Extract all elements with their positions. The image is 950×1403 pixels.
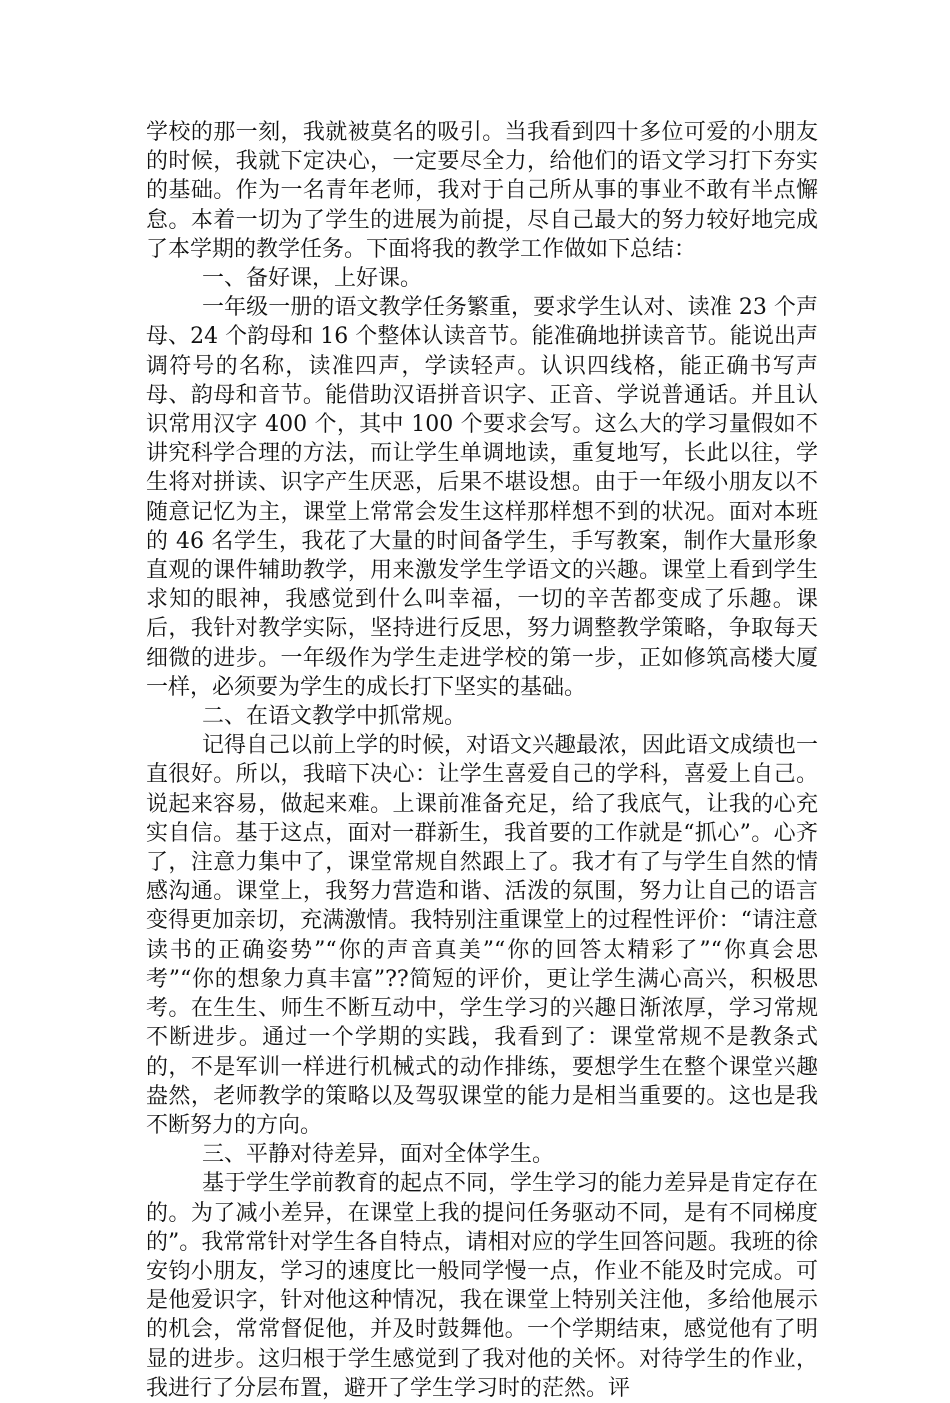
intro-paragraph: 学校的那一刻，我就被莫名的吸引。当我看到四十多位可爱的小朋友的时候，我就下定决心，一定要尽全力，给他们的语文学习打下夯实的基础。作为一名青年老师，我对于自己所从事的事业不敢有半点懈怠。本着一切为了学生的进展为前提，尽自己最大的努力较好地完成了本学期的教学任务。下面将我的教学工作做如下总结： — [146, 120, 818, 262]
section-body-2: 记得自己以前上学的时候，对语文兴趣最浓，因此语文成绩也一直很好。所以，我暗下决心：让学生喜爱自己的学科，喜爱上自己。说起来容易，做起来难。上课前准备充足，给了我底气，让我的心充实自信。基于这点，面对一群新生，我首要的工作就是“抓心”。心齐了，注意力集中了，课堂常规自然跟上了。我才有了与学生自然的情感沟通。课堂上，我努力营造和谐、活泼的氛围，努力让自己的语言变得更加亲切，充满激情。我特别注重课堂上的过程性评价：“请注意读书的正确姿势”“你的声音真美”“你的回答太精彩了”“你真会思考”“你的想象力真丰富”??简短的评价，更让学生满心高兴，积极思考。在生生、师生不断互动中，学生学习的兴趣日渐浓厚，学习常规不断进步。通过一个学期的实践，我看到了：课堂常规不是教条式的，不是军训一样进行机械式的动作排练，要想学生在整个课堂兴趣盎然，老师教学的策略以及驾驭课堂的能力是相当重要的。这也是我不断努力的方向。 — [146, 733, 819, 1138]
section-heading-1: 一、备好课，上好课。 — [202, 266, 423, 292]
section-body-1: 一年级一册的语文教学任务繁重，要求学生认对、读准 23 个声母、24 个韵母和 16 个整体认读音节。能准确地拼读音节。能说出声调符号的名称，读准四声，学读轻声。认识四线格，能正确书写声母、韵母和音节。能借助汉语拼音识字、正音、学说普通话。并且认识常用汉字 400 个，其中 100 个要求会写。这么大的学习量假如不讲究科学合理的方法，而让学生单调地读，重复地写，长此以往，学生将对拼读、识字产生厌恶，后果不堪设想。由于一年级小朋友以不随意记忆为主，课堂上常常会发生这样那样想不到的状况。面对本班的 46 名学生，我花了大量的时间备学生，手写教案，制作大量形象直观的课件辅助教学，用来激发学生学语文的兴趣。课堂上看到学生求知的眼神，我感觉到什么叫幸福，一切的辛苦都变成了乐趣。课后，我针对教学实际，坚持进行反思，努力调整教学策略，争取每天细微的进步。一年级作为学生走进学校的第一步，正如修筑高楼大厦一样，必须要为学生的成长打下坚实的基础。 — [146, 295, 818, 700]
document-page — [146, 118, 818, 1403]
section-heading-3: 三、平静对待差异，面对全体学生。 — [202, 1142, 555, 1168]
section-body-3: 基于学生学前教育的起点不同，学生学习的能力差异是肯定存在的。为了减小差异，在课堂上我的提问任务驱动不同，是有不同梯度的”。我常常针对学生各自特点，请相对应的学生回答问题。我班的徐安钧小朋友，学习的速度比一般同学慢一点，作业不能及时完成。可是他爱识字，针对他这种情况，我在课堂上特别关注他，多给他展示的机会，常常督促他，并及时鼓舞他。一个学期结束，感觉他有了明显的进步。这归根于学生感觉到了我对他的关怀。对待学生的作业，我进行了分层布置，避开了学生学习时的茫然。评 — [146, 1171, 819, 1401]
section-heading-2: 二、在语文教学中抓常规。 — [202, 704, 467, 730]
